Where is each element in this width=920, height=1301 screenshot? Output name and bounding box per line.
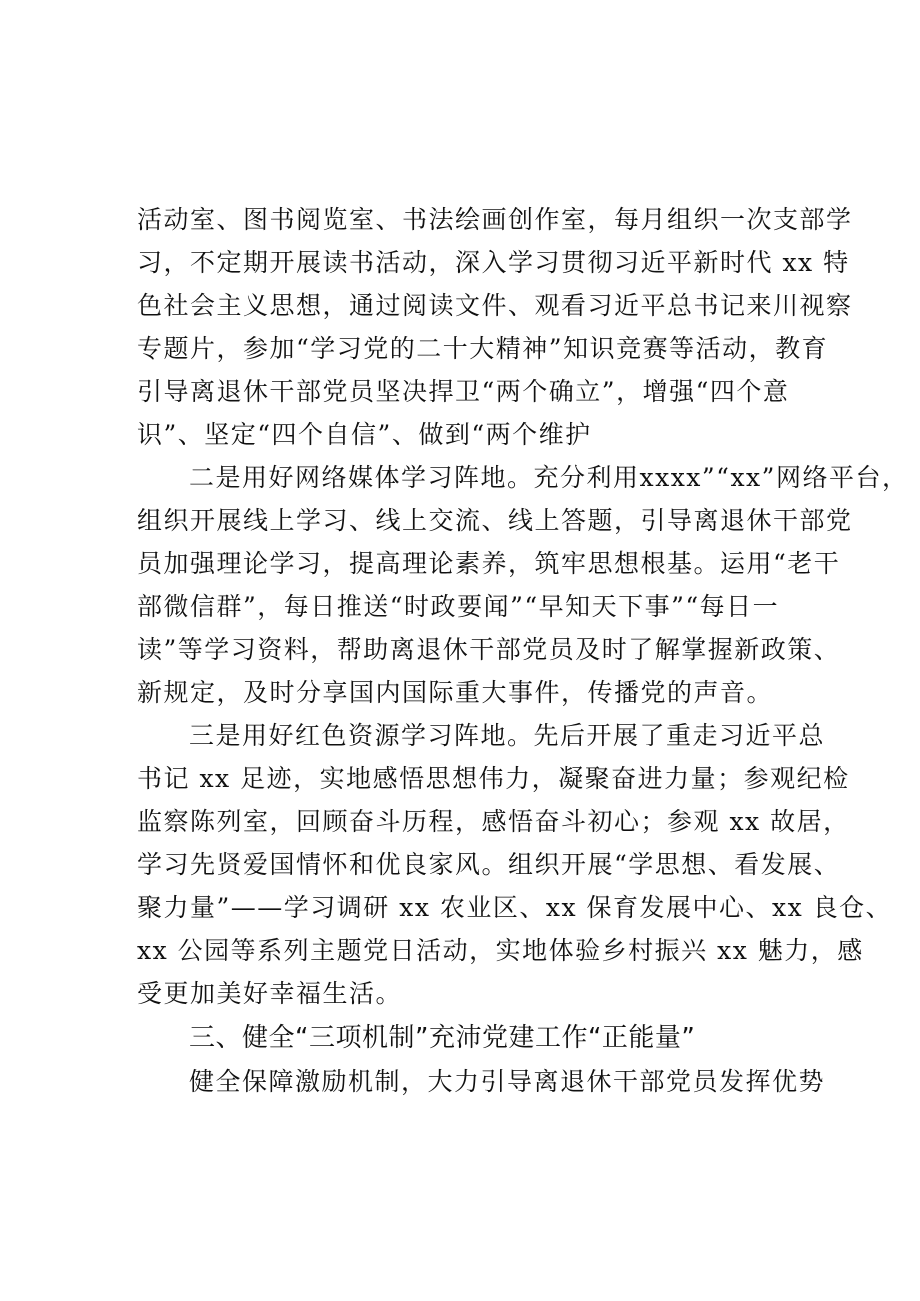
text-line: 引导离退休干部党员坚决捍卫“两个确立”，增强“四个意 bbox=[137, 377, 790, 406]
text-line: 色社会主义思想，通过阅读文件、观看习近平总书记来川视察 bbox=[137, 291, 853, 320]
text-line: 三是用好红色资源学习阵地。先后开展了重走习近平总 bbox=[189, 721, 826, 750]
text-line: 习，不定期开展读书活动，深入学习贯彻习近平新时代 xx 特 bbox=[137, 248, 850, 277]
text-line: 读”等学习资料，帮助离退休干部党员及时了解掌握新政策、 bbox=[137, 635, 841, 664]
text-line: 书记 xx 足迹，实地感悟思想伟力，凝聚奋进力量；参观纪检 bbox=[137, 764, 850, 793]
text-line: 识”、坚定“四个自信”、做到“两个维护 bbox=[137, 420, 592, 449]
text-line: 活动室、图书阅览室、书法绘画创作室，每月组织一次支部学 bbox=[137, 205, 853, 234]
text-line: 二是用好网络媒体学习阵地。充分利用xxxx”“xx”网络平台， bbox=[189, 463, 909, 492]
text-line: 部微信群”，每日推送“时政要闻”“早知天下事”“每日一 bbox=[137, 592, 780, 621]
text-line: 聚力量”——学习调研 xx 农业区、xx 保育发展中心、xx 良仓、 bbox=[137, 893, 893, 922]
text-line: xx 公园等系列主题党日活动，实地体验乡村振兴 xx 魅力，感 bbox=[137, 936, 864, 965]
text-line: 学习先贤爱国情怀和优良家风。组织开展“学思想、看发展、 bbox=[137, 850, 841, 879]
text-line: 新规定，及时分享国内国际重大事件，传播党的声音。 bbox=[137, 678, 774, 707]
text-line: 专题片，参加“学习党的二十大精神”知识竞赛等活动，教育 bbox=[137, 334, 829, 363]
section-heading: 三、健全“三项机制”充沛党建工作“正能量” bbox=[189, 1023, 696, 1053]
document-body bbox=[137, 198, 909, 1103]
text-line: 员加强理论学习，提高理论素养，筑牢思想根基。运用“老干 bbox=[137, 549, 841, 578]
paragraph-incentive-mechanism bbox=[137, 1060, 826, 1103]
text-line: 组织开展线上学习、线上交流、线上答题，引导离退休干部党 bbox=[137, 506, 853, 535]
text-line: 监察陈列室，回顾奋斗历程，感悟奋斗初心；参观 xx 故居， bbox=[137, 807, 850, 836]
paragraph-red-resources bbox=[137, 714, 893, 1015]
paragraph-study-rooms bbox=[137, 198, 853, 456]
paragraph-online-media bbox=[137, 456, 909, 714]
text-line: 健全保障激励机制，大力引导离退休干部党员发挥优势 bbox=[189, 1067, 826, 1096]
text-line: 受更加美好幸福生活。 bbox=[137, 979, 403, 1008]
